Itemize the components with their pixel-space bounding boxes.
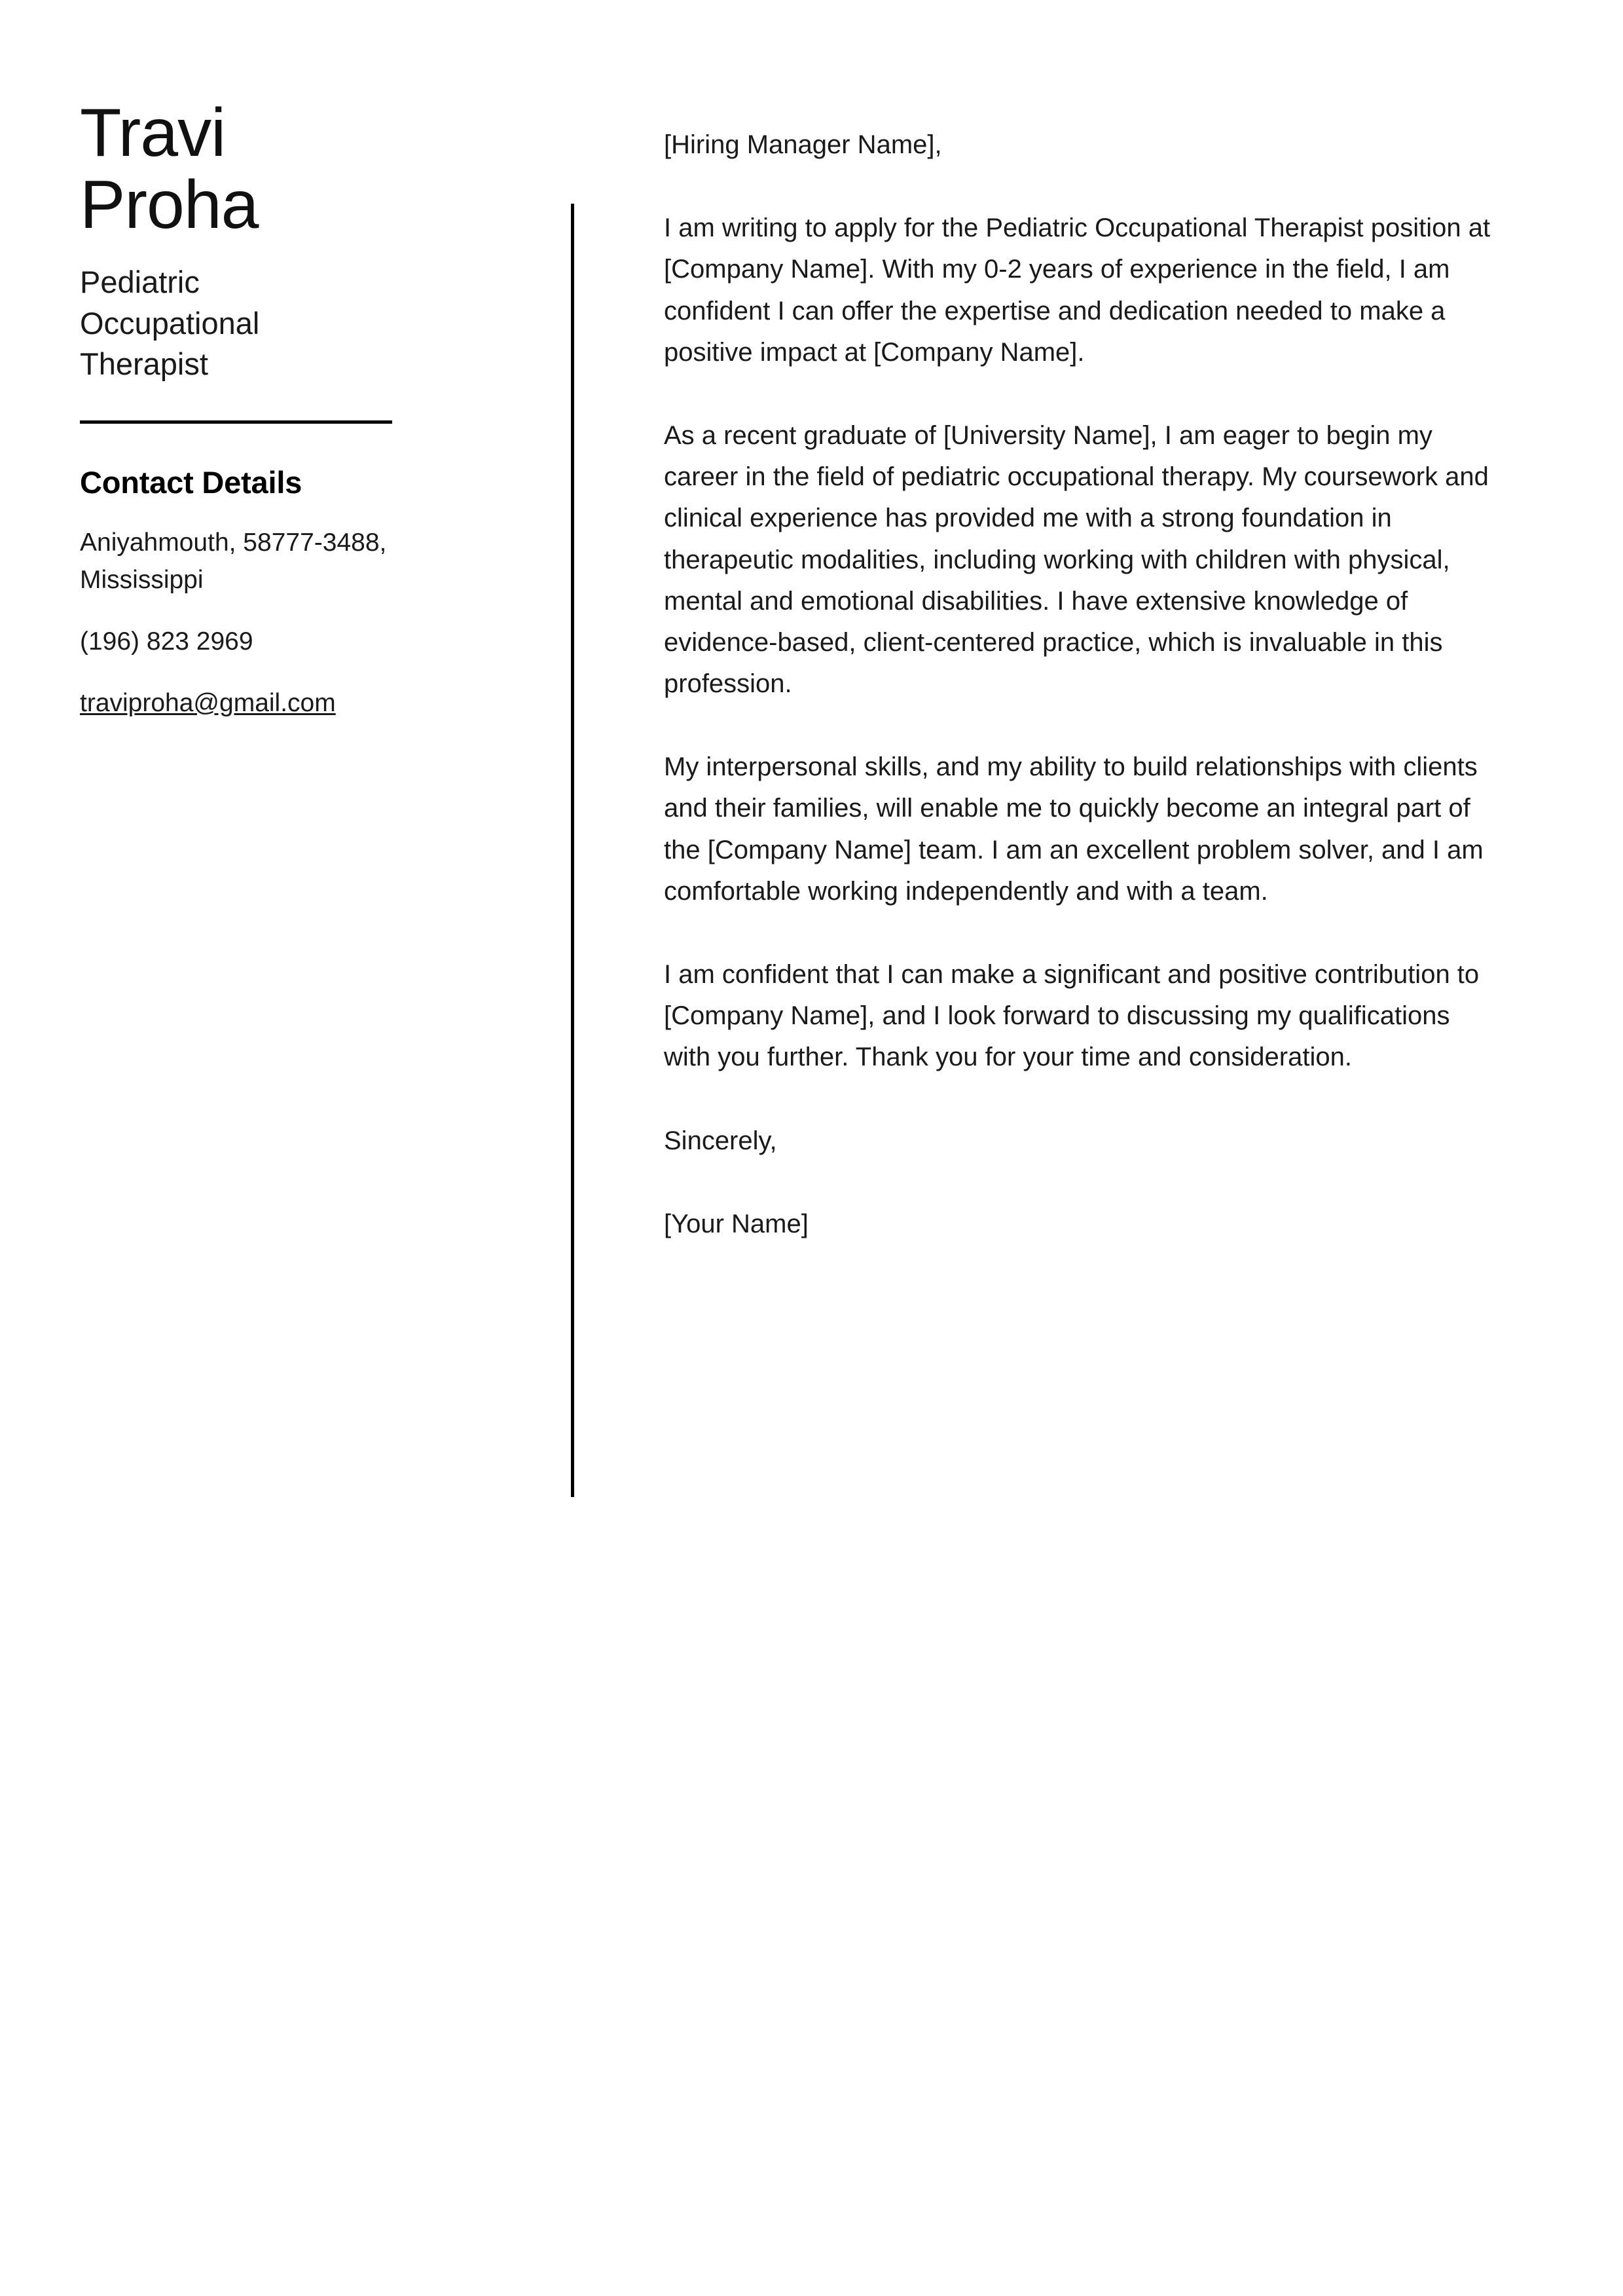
candidate-last-name: Proha (80, 167, 259, 244)
letter-paragraph-1: I am writing to apply for the Pediatric Occupational Therapist position at [Company Name]. With my 0-2 years of experience in the field, I am confident I can offer the expertise and dedication needed to make a positive impact at [Company Name]. (664, 213, 1491, 367)
contact-phone: (196) 823 2969 (80, 627, 253, 656)
candidate-first-name: Travi (80, 95, 226, 171)
candidate-job-title: Pediatric Occupational Therapist (80, 265, 260, 381)
sidebar-divider-horizontal (80, 420, 392, 424)
letter-salutation: [Hiring Manager Name], (664, 130, 942, 159)
letter-signature: [Your Name] (664, 1209, 809, 1238)
contact-email-link[interactable]: traviproha@gmail.com (80, 688, 336, 717)
contact-email-item (80, 684, 388, 722)
contact-details-list (80, 524, 473, 722)
sidebar (80, 97, 473, 722)
candidate-name (80, 95, 473, 244)
letter-body (664, 124, 1494, 1245)
letter-closing: Sincerely, (664, 1126, 777, 1155)
letter-paragraph-4: I am confident that I can make a significant and positive contribution to [Company Name], and I look forward to discussing my qualifications with you further. Thank you for your time and consideration. (664, 960, 1480, 1072)
contact-details-heading: Contact Details (80, 464, 302, 500)
column-divider-vertical (571, 204, 574, 1497)
contact-address: Aniyahmouth, 58777-3488, Mississippi (80, 528, 387, 595)
letter-paragraph-3: My interpersonal skills, and my ability to build relationships with clients and their families, will enable me to quickly become an integral part of the [Company Name] team. I am an excellent problem solver, and I am comfortable working independently and with a team. (664, 752, 1484, 906)
letter-paragraph-2: As a recent graduate of [University Name], I am eager to begin my career in the field of pediatric occupational therapy. My coursework and clinical experience has provided me with a strong foundation in therapeutic modalities, including working with children with physical, mental and emotional disabilities. I have extensive knowledge of evidence-based, client-centered practice, which is invaluable in this profession. (664, 420, 1489, 699)
